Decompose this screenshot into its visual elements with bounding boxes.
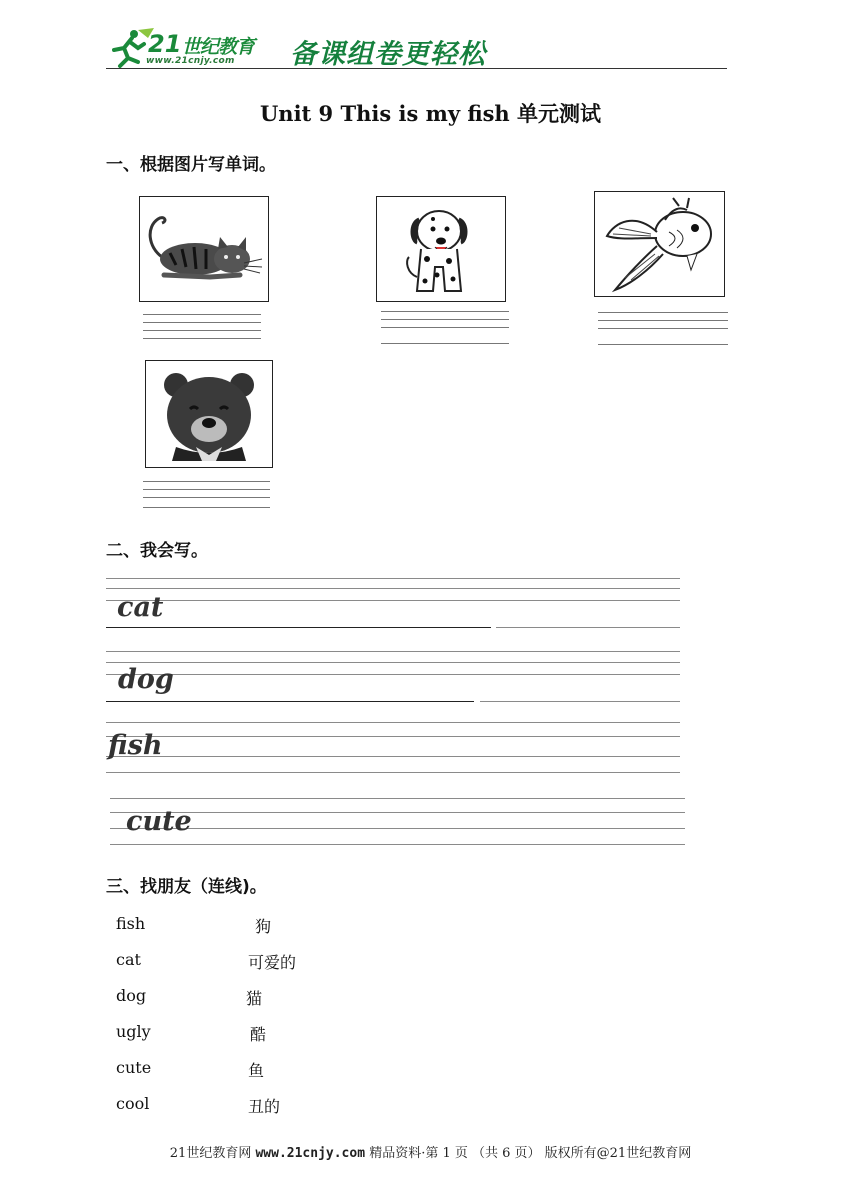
match-left-item: ugly: [116, 1022, 151, 1041]
answer-line: [598, 328, 728, 329]
writing-line: [106, 701, 474, 702]
footer-url[interactable]: www.21cnjy.com: [255, 1146, 366, 1161]
writing-line: [110, 812, 685, 813]
match-left-item: cat: [116, 950, 141, 969]
answer-line: [381, 311, 509, 312]
match-left-item: dog: [116, 986, 147, 1005]
writing-line: [110, 844, 685, 845]
writing-line: [106, 578, 680, 579]
writing-line: [106, 736, 680, 737]
dog-icon: [377, 197, 505, 301]
match-right-item: 可爱的: [248, 953, 297, 972]
answer-line: [143, 338, 261, 339]
writing-line: [106, 674, 680, 675]
logo-number: 21: [148, 30, 182, 58]
answer-line: [381, 319, 509, 320]
page-title: Unit 9 This is my fish 单元测试: [259, 101, 601, 126]
write-word-cute: cute: [126, 806, 192, 837]
logo-brand: 世纪教育: [182, 36, 255, 58]
match-right-item: 丑的: [248, 1097, 281, 1116]
writing-line: [496, 627, 680, 628]
writing-line: [106, 651, 680, 652]
logo-url: www.21cnjy.com: [146, 56, 235, 66]
dog-picture: [376, 196, 506, 302]
answer-line: [143, 314, 261, 315]
writing-line: [106, 756, 680, 757]
section-2-heading: 二、我会写。: [106, 541, 208, 561]
answer-line: [143, 497, 270, 498]
fish-picture: [594, 191, 725, 297]
footer-info: 精品资料·第 1 页 （共 6 页） 版权所有@21世纪教育网: [369, 1146, 692, 1161]
answer-line: [143, 322, 261, 323]
answer-line: [143, 507, 270, 508]
writing-line: [106, 772, 680, 773]
write-word-fish: fish: [108, 730, 163, 761]
answer-line: [598, 320, 728, 321]
writing-line: [110, 798, 685, 799]
answer-line: [143, 330, 261, 331]
bear-picture: [145, 360, 273, 468]
bear-icon: [146, 361, 272, 467]
cat-icon: [140, 197, 268, 301]
write-word-dog: dog: [118, 664, 174, 695]
section-3-heading: 三、找朋友（连线)。: [106, 877, 267, 897]
cat-picture: [139, 196, 269, 302]
write-word-cat: cat: [117, 592, 164, 623]
writing-line: [110, 828, 685, 829]
answer-line: [143, 481, 270, 482]
page-footer: [0, 1142, 861, 1161]
answer-line: [381, 343, 509, 344]
writing-line: [106, 662, 680, 663]
header-rule: [106, 68, 727, 69]
writing-line: [106, 600, 680, 601]
match-left-item: fish: [116, 914, 146, 933]
fish-icon: [595, 192, 724, 296]
answer-line: [143, 489, 270, 490]
header-slogan: 备课组卷更轻松: [290, 39, 486, 70]
writing-line: [106, 588, 680, 589]
match-right-item: 酷: [250, 1025, 267, 1044]
footer-site: 21世纪教育网: [169, 1146, 252, 1161]
writing-line: [480, 701, 680, 702]
writing-line: [106, 627, 491, 628]
match-right-item: 猫: [246, 989, 263, 1008]
match-right-item: 狗: [255, 917, 272, 936]
match-right-item: 鱼: [248, 1061, 265, 1080]
match-left-item: cute: [116, 1058, 152, 1077]
section-1-heading: 一、根据图片写单词。: [106, 155, 276, 175]
answer-line: [598, 312, 728, 313]
match-left-item: cool: [116, 1094, 150, 1113]
answer-line: [598, 344, 728, 345]
answer-line: [381, 327, 509, 328]
writing-line: [106, 722, 680, 723]
